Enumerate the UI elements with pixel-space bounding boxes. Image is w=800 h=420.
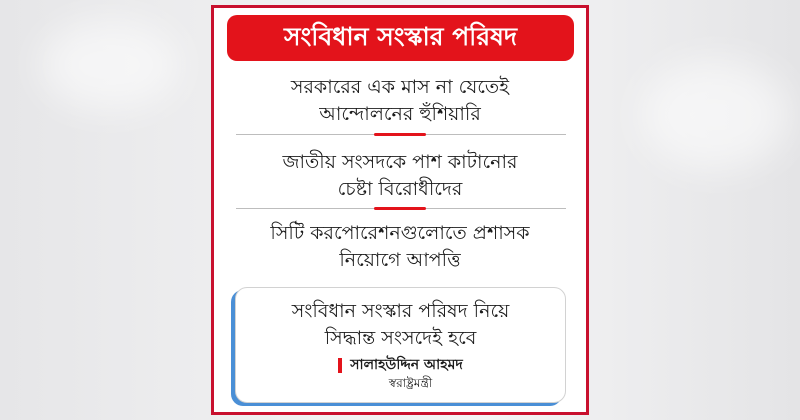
headline-line: জাতীয় সংসদকে পাশ কাটানোর bbox=[282, 151, 518, 173]
card-title: সংবিধান সংস্কার পরিষদ bbox=[227, 15, 574, 61]
headline-item-2 bbox=[214, 149, 586, 203]
headline-line: নিয়োগে আপত্তি bbox=[339, 249, 461, 271]
divider-accent bbox=[374, 133, 426, 136]
quote-line: সংবিধান সংস্কার পরিষদ নিয়ে bbox=[291, 300, 510, 322]
quote-line: সিদ্ধান্ত সংসদেই হবে bbox=[324, 327, 477, 349]
headline-line: সরকারের এক মাস না যেতেই bbox=[290, 76, 510, 98]
headline-line: চেষ্টা বিরোধীদের bbox=[337, 178, 463, 200]
info-card bbox=[211, 5, 589, 415]
background-glow-left bbox=[40, 20, 180, 110]
headline-line: সিটি করপোরেশনগুলোতে প্রশাসক bbox=[270, 222, 530, 244]
quote-box bbox=[235, 287, 566, 403]
headline-item-1 bbox=[214, 74, 586, 128]
author-name: সালাহউদ্দিন আহমদ bbox=[350, 357, 463, 373]
headline-line: আন্দোলনের হুঁশিয়ারি bbox=[319, 103, 481, 125]
quote-author bbox=[236, 353, 565, 377]
author-title: স্বরাষ্ট্রমন্ত্রী bbox=[388, 376, 433, 390]
headline-item-3 bbox=[214, 220, 586, 274]
background-glow-right bbox=[640, 60, 790, 170]
divider-accent bbox=[374, 207, 426, 210]
author-marker bbox=[338, 358, 342, 373]
